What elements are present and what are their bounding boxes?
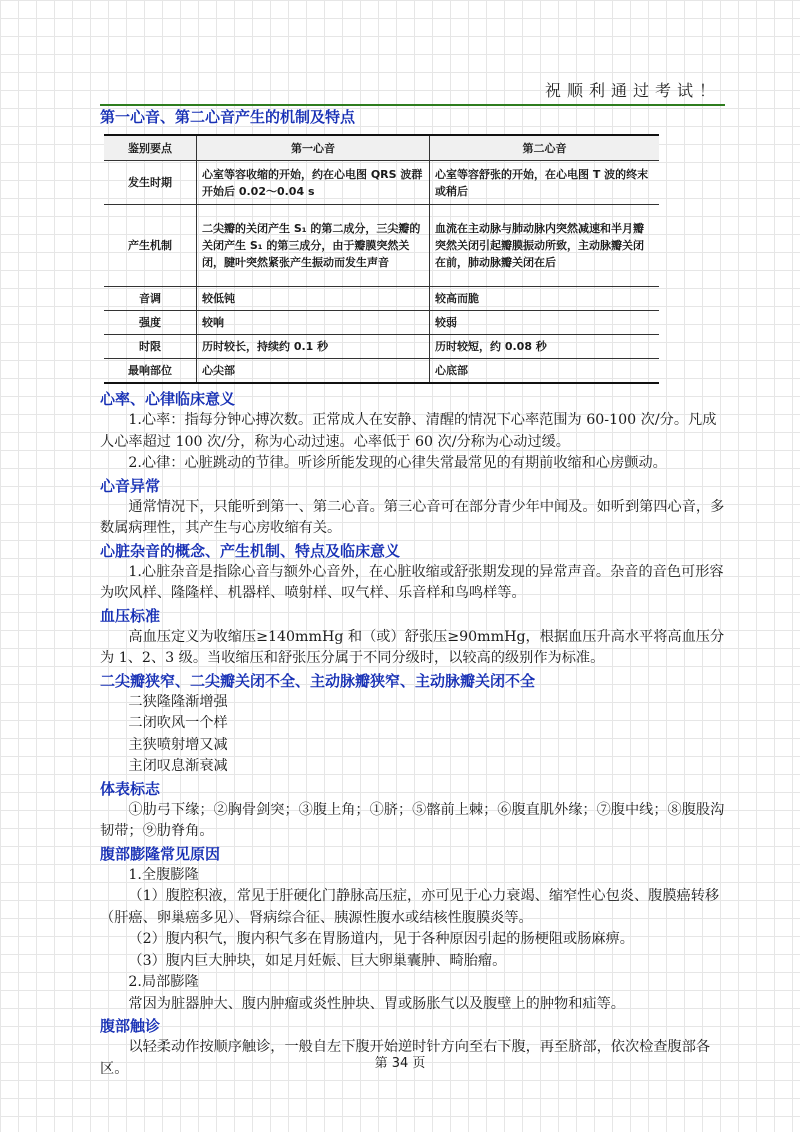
table-cell: 心室等容收缩的开始，约在心电图 QRS 波群开始后 0.02～0.04 s (197, 161, 430, 205)
table-cell: 心室等容舒张的开始，在心电图 T 波的终末或稍后 (430, 161, 660, 205)
section-title-valves: 二尖瓣狭窄、二尖瓣关闭不全、主动脉瓣狭窄、主动脉瓣关闭不全 (100, 671, 536, 690)
paragraph: （3）腹内巨大肿块，如足月妊娠、巨大卵巢囊肿、畸胎瘤。 (128, 952, 507, 969)
table-cell: 音调 (104, 287, 197, 311)
section-title-heart-sounds: 第一心音、第二心音产生的机制及特点 (100, 108, 356, 126)
list-heading: 1.全腹膨隆 (128, 866, 199, 883)
paragraph: 通常情况下，只能听到第一、第二心音。第三心音可在部分青少年中闻及。如听到第四心音，多数属病理性，其产生与心房收缩有关。 (100, 498, 725, 536)
table-cell: 强度 (104, 311, 197, 335)
section-title-abnormal-sounds: 心音异常 (100, 476, 161, 495)
table-cell: 较弱 (430, 311, 660, 335)
table-row (104, 311, 659, 335)
paragraph: （2）腹内积气，腹内积气多在胃肠道内，见于各种原因引起的肠梗阻或肠麻痹。 (128, 931, 634, 947)
table-cell: 心尖部 (197, 359, 430, 384)
heart-sounds-table (104, 134, 659, 384)
table-cell: 二尖瓣的关闭产生 S₁ 的第二成分，三尖瓣的关闭产生 S₁ 的第三成分，由于瓣膜突然关闭，腱叶突然紧张产生振动而发生声音 (197, 205, 430, 287)
table-cell: 时限 (104, 335, 197, 359)
section-title-rate-rhythm: 心率、心律临床意义 (100, 390, 236, 408)
table-cell: 最响部位 (104, 359, 197, 384)
table-cell: 较低钝 (197, 287, 430, 311)
table-cell: 历时较短，约 0.08 秒 (430, 335, 660, 359)
section-title-palpation: 腹部触诊 (100, 1017, 161, 1035)
table-row (104, 359, 659, 384)
paragraph: （1）腹腔积液，常见于肝硬化门静脉高压症，亦可见于心力衰竭、缩窄性心包炎、腹膜癌转移（肝癌、卵巢癌多见）、肾病综合征、胰源性腹水或结核性腹膜炎等。 (100, 888, 720, 926)
paragraph: 常因为脏器肿大、腹内肿瘤或炎性肿块、胃或肠胀气以及腹壁上的肿物和疝等。 (128, 995, 625, 1012)
mnemonic-line: 主闭叹息渐衰减 (128, 758, 228, 774)
table-cell: 产生机制 (104, 205, 197, 287)
table-header-cell: 第一心音 (197, 135, 430, 161)
table-cell: 较响 (197, 311, 430, 335)
table-row (104, 287, 659, 311)
paragraph: ①肋弓下缘；②胸骨剑突；③腹上角；①脐；⑤髂前上棘；⑥腹直肌外缘；⑦腹中线；⑧腹股沟韧带；⑨肋脊角。 (100, 801, 725, 839)
mnemonic-line: 二闭吹风一个样 (128, 715, 228, 731)
paragraph: 1.心脏杂音是指除心音与额外心音外，在心脏收缩或舒张期发现的异常声音。杂音的音色可形容为吹风样、隆隆样、机器样、喷射样、叹气样、乐音样和鸟鸣样等。 (100, 563, 724, 601)
header-motto: 祝顺利通过考试！ (544, 81, 721, 100)
table-cell: 历时较长，持续约 0.1 秒 (197, 335, 430, 359)
paragraph: 2.心律：心脏跳动的节律。听诊所能发现的心律失常最常见的有期前收缩和心房颤动。 (128, 455, 667, 471)
table-header-cell: 第二心音 (430, 135, 660, 161)
mnemonic-line: 二狭隆隆渐增强 (128, 693, 228, 710)
table-row (104, 205, 659, 287)
paragraph: 以轻柔动作按顺序触诊，一般自左下腹开始逆时针方向至右下腹，再至脐部，依次检查腹部各区。 (100, 1039, 711, 1077)
table-cell: 心底部 (430, 359, 660, 384)
section-title-murmur: 心脏杂音的概念、产生机制、特点及临床意义 (100, 541, 401, 560)
page-number: 第 34 页 (374, 1056, 426, 1071)
table-row (104, 161, 659, 205)
table-header-row (104, 135, 659, 161)
page-header (100, 76, 725, 106)
section-title-landmarks: 体表标志 (100, 779, 161, 798)
paragraph: 高血压定义为收缩压≥140mmHg 和（或）舒张压≥90mmHg，根据血压升高水平将高血压分为 1、2、3 级。当收缩压和舒张压分属于不同分级时，以较高的级别作为标准。 (100, 628, 725, 666)
mnemonic-line: 主狭喷射增又减 (128, 736, 228, 753)
table-cell: 血流在主动脉与肺动脉内突然减速和半月瓣突然关闭引起瓣膜振动所致，主动脉瓣关闭在前，肺动脉瓣关闭在后 (430, 205, 660, 287)
table-header-cell: 鉴别要点 (104, 135, 197, 161)
table-cell: 发生时期 (104, 161, 197, 205)
list-heading: 2.局部膨隆 (128, 974, 199, 990)
section-title-blood-pressure: 血压标准 (100, 606, 161, 625)
table-cell: 较高而脆 (430, 287, 660, 311)
page-content (100, 106, 725, 1080)
paragraph: 1.心率：指每分钟心搏次数。正常成人在安静、清醒的情况下心率范围为 60-100 次/分。凡成人心率超过 100 次/分，称为心动过速。心率低于 60 次/分称为心动过缓。 (100, 412, 717, 450)
table-row (104, 335, 659, 359)
section-title-distension: 腹部膨隆常见原因 (100, 844, 221, 863)
